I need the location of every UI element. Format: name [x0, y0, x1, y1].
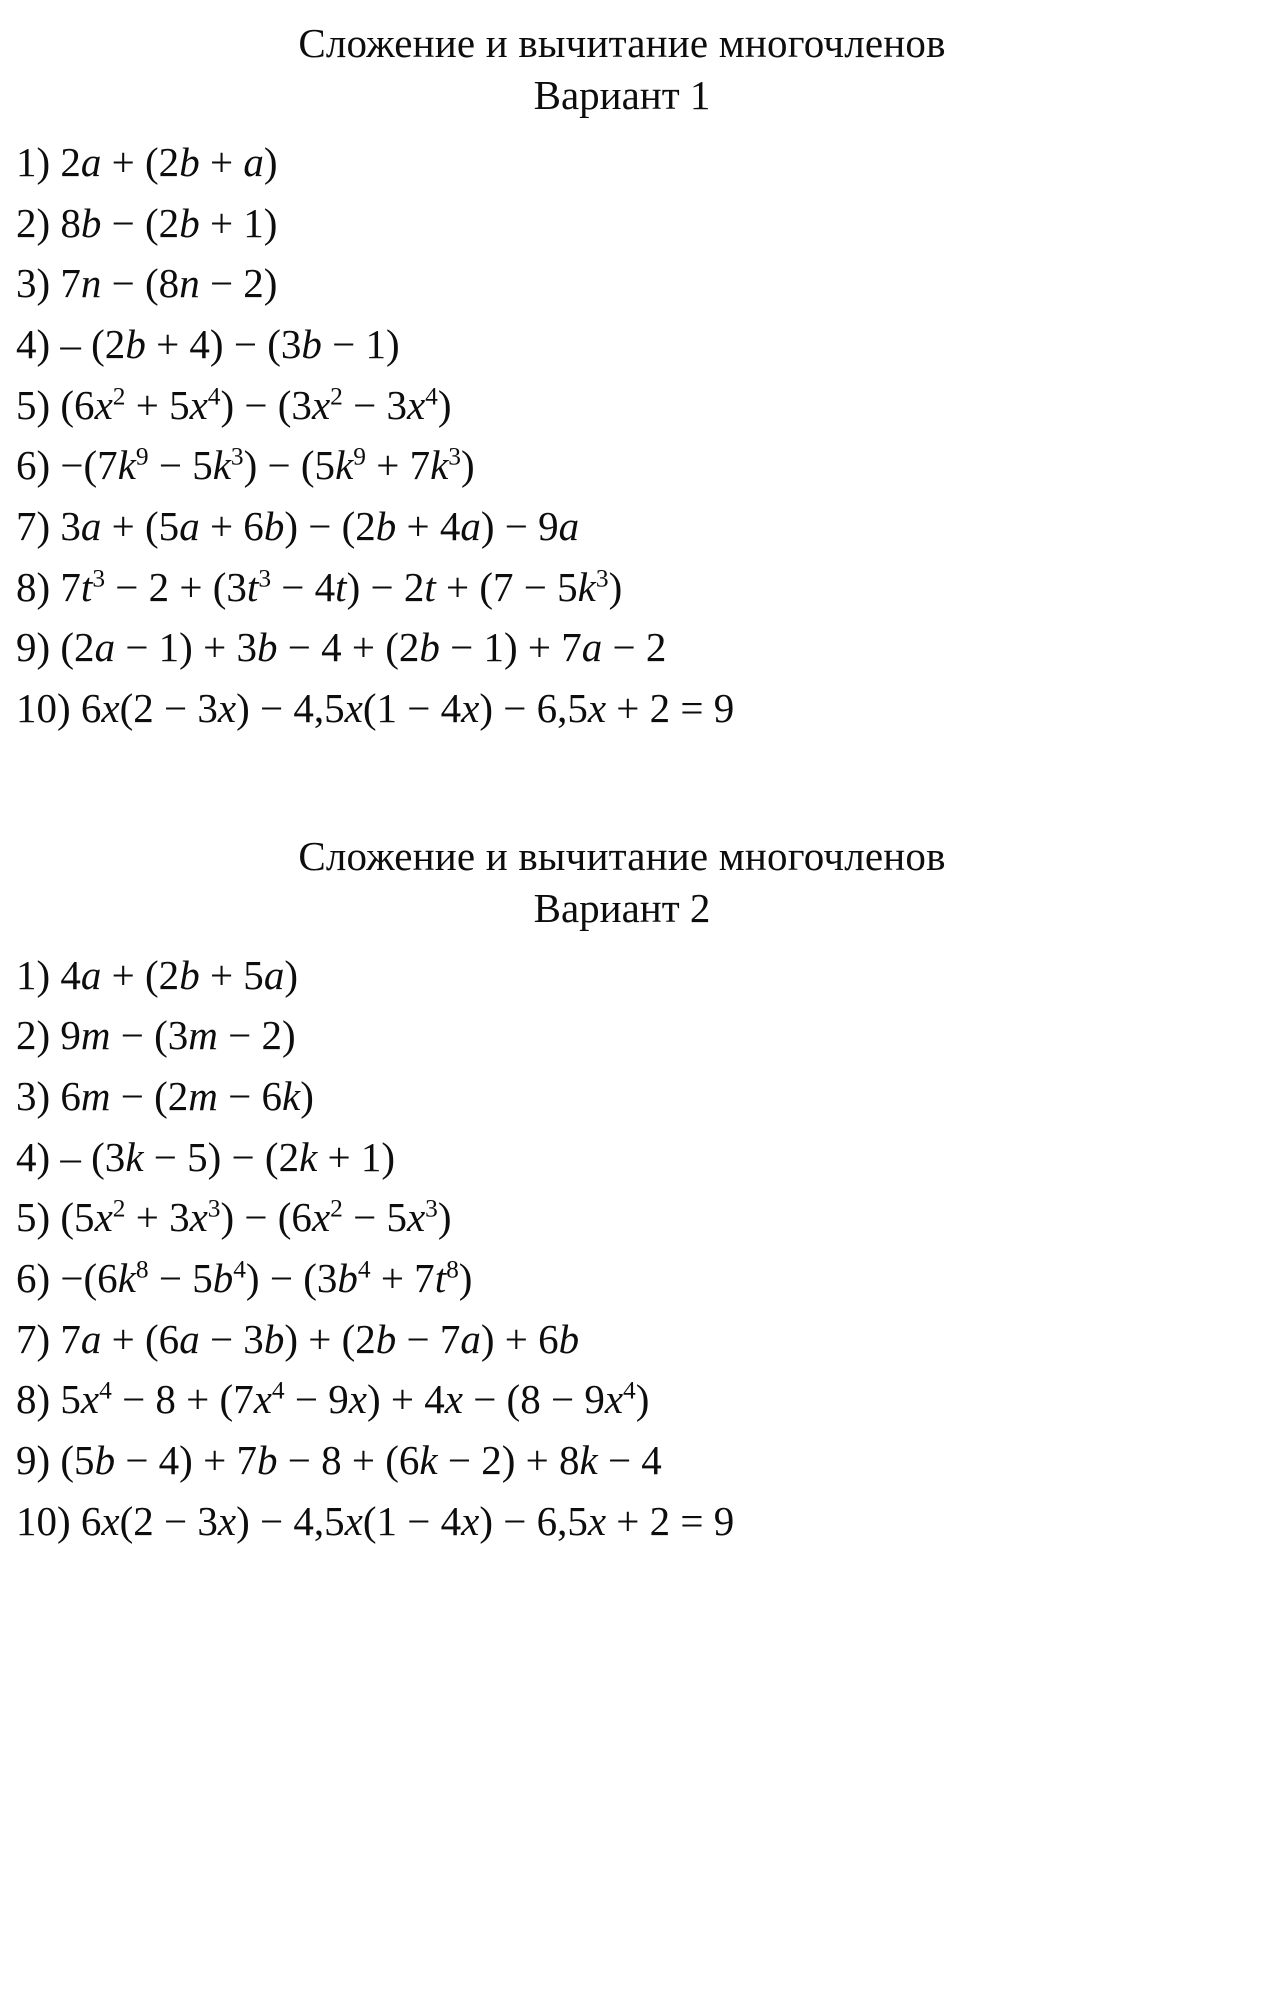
exercise-list	[14, 132, 1270, 739]
list-item: 9) (2a − 1) + 3b − 4 + (2b − 1) + 7a − 2	[16, 624, 667, 671]
list-item: 7) 3a + (5a + 6b) − (2b + 4a) − 9a	[16, 503, 580, 550]
list-item: 1) 4a + (2b + 5a)	[16, 951, 298, 998]
list-item: 2) 9m − (3m − 2)	[16, 1012, 296, 1059]
worksheet-title: Сложение и вычитание многочленов	[298, 832, 946, 879]
list-item: 5) $(5x^2 + 3x^3) - (6x^2 - 5x^3)$	[16, 1194, 452, 1241]
worksheet-subtitle: Вариант 2	[533, 884, 711, 931]
worksheet-subtitle: Вариант 1	[533, 72, 711, 119]
list-item: 8) $5x^4 - 8 + (7x^4 - 9x) + 4x - (8 - 9x^4)$	[16, 1376, 650, 1423]
exercise-list	[14, 945, 1270, 1552]
list-item: 4) – (3k − 5) − (2k + 1)	[16, 1133, 396, 1180]
list-item: $6) -(6k^8 - 5b^4) - (3b^4 + 7t^8)$	[16, 1255, 473, 1302]
list-item: 1) 2a + (2b + a)	[16, 139, 278, 186]
list-item: $6) -(7k^9 - 5k^3) - (5k^9 + 7k^3)$	[16, 442, 475, 489]
list-item: 5) $(6x^2 + 5x^4) - (3x^2 - 3x^4)$	[16, 381, 452, 428]
list-item: 4) – (2b + 4) − (3b − 1)	[16, 321, 400, 368]
list-item: 3) 6m − (2m − 6k)	[16, 1073, 314, 1120]
list-item: 9) (5b − 4) + 7b − 8 + (6k − 2) + 8k − 4	[16, 1437, 662, 1484]
list-item: 3) 7n − (8n − 2)	[16, 260, 278, 307]
list-item: 2) 8b − (2b + 1)	[16, 199, 278, 246]
list-item: 10) 6x(2 − 3x) − 4,5x(1 − 4x) − 6,5x + 2 = 9	[16, 1497, 735, 1544]
list-item: 7) 7a + (6a − 3b) + (2b − 7a) + 6b	[16, 1315, 580, 1362]
worksheet-variant-2	[14, 831, 1270, 1552]
worksheet-title: Сложение и вычитание многочленов	[298, 20, 946, 66]
list-item: 10) 6x(2 − 3x) − 4,5x(1 − 4x) − 6,5x + 2 = 9	[16, 685, 735, 732]
worksheet-variant-1	[14, 18, 1270, 739]
list-item: 8) $7t^3 - 2 + (3t^3 - 4t) - 2t + (7 - 5k^3)$	[16, 563, 623, 610]
